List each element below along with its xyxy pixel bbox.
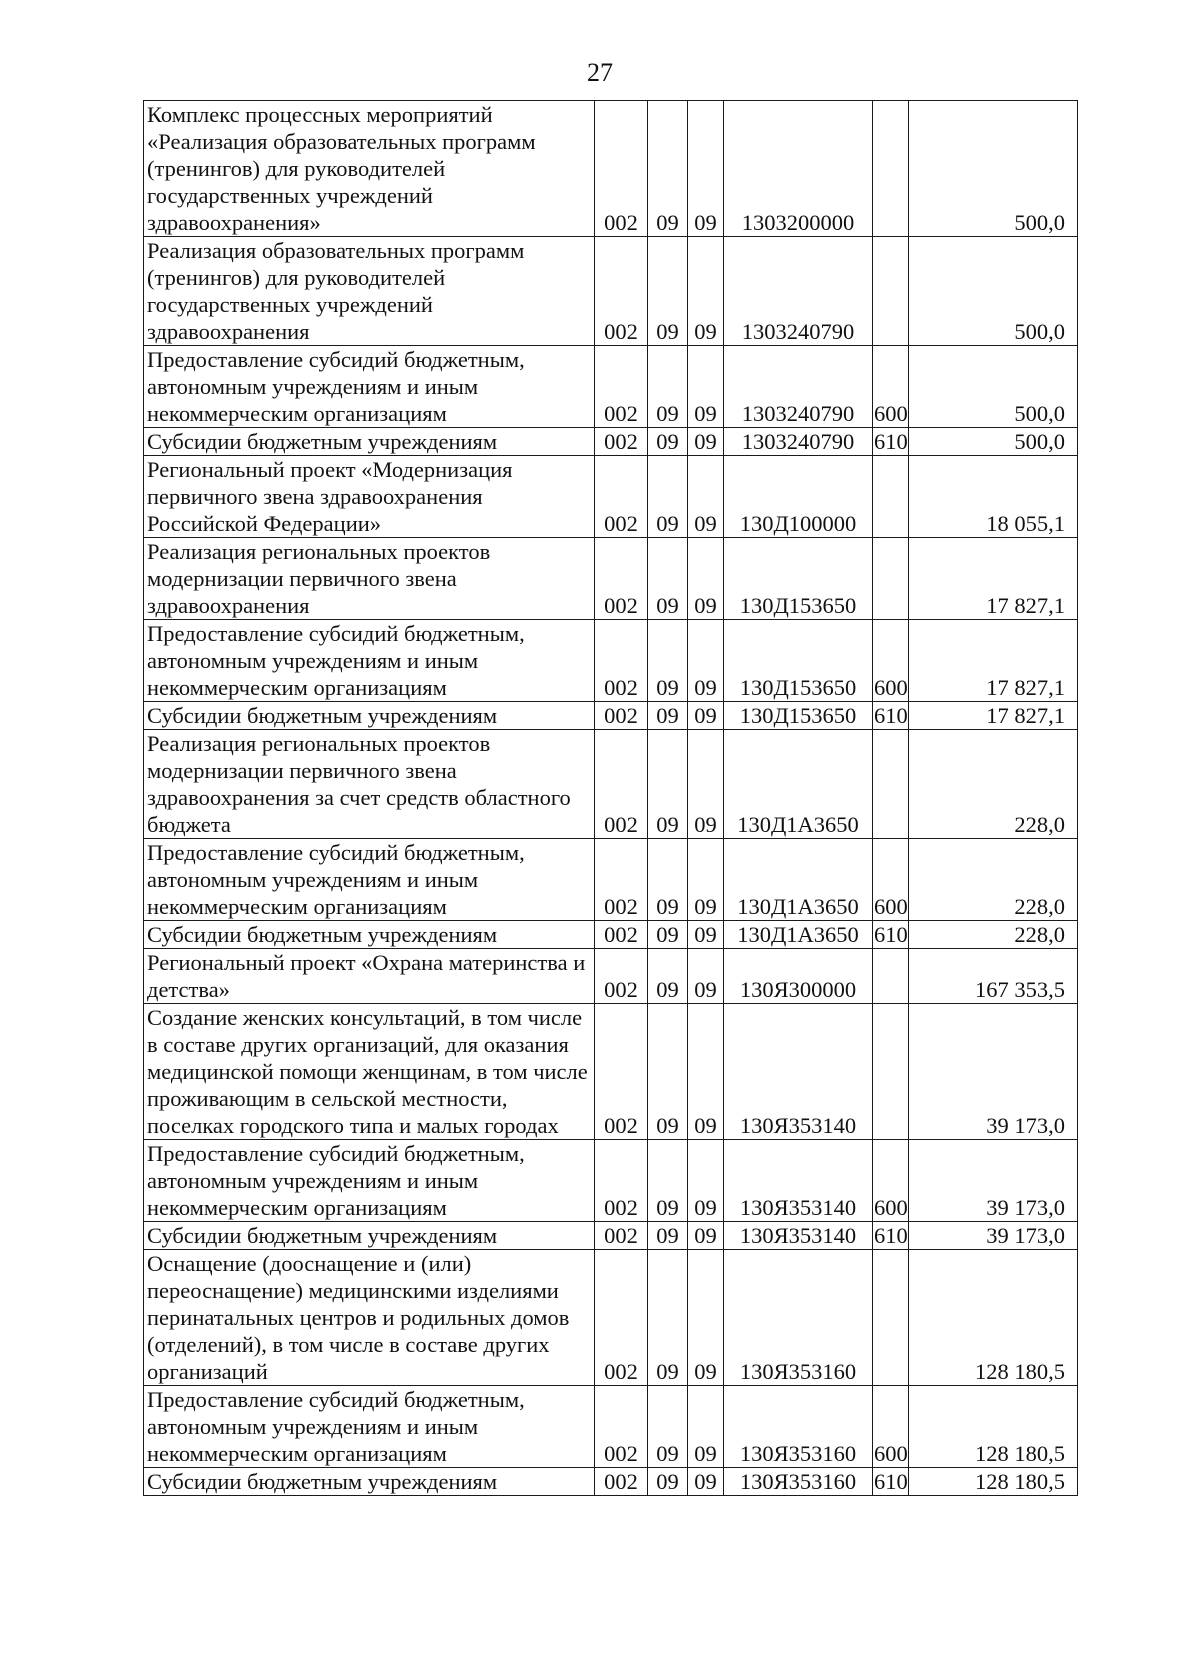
cell-ved: 002: [595, 346, 648, 428]
row-name: Субсидии бюджетным учреждениям: [144, 428, 595, 456]
cell-rz: 09: [648, 1222, 688, 1250]
cell-vr: 610: [874, 703, 908, 728]
cell-csr: 1303240790: [724, 346, 873, 428]
table-row: [144, 428, 1078, 456]
row-name: Предоставление субсидий бюджетным, автономным учреждениям и иным некоммерческим организациям: [144, 1386, 595, 1468]
cell-ved: 002: [595, 730, 648, 839]
row-name: Субсидии бюджетным учреждениям: [144, 1468, 595, 1496]
cell-pr: 09: [688, 1140, 724, 1222]
cell-csr: 130Д153650: [724, 620, 873, 702]
table-row: [144, 949, 1078, 1004]
cell-ved: 002: [595, 237, 648, 346]
cell-pr: 09: [688, 949, 724, 1004]
table-row: [144, 456, 1078, 538]
row-name: Реализация региональных проектов модернизации первичного звена здравоохранения за счет средств областного бюджета: [144, 730, 595, 839]
table-row: [144, 346, 1078, 428]
cell-ved: 002: [595, 428, 648, 456]
cell-csr: 130Я353140: [724, 1222, 873, 1250]
cell-sum: 500,0: [909, 346, 1078, 428]
cell-rz: 09: [648, 538, 688, 620]
cell-ved: 002: [595, 949, 648, 1004]
cell-csr: 130Д153650: [724, 538, 873, 620]
cell-sum: 500,0: [909, 237, 1078, 346]
cell-ved: 002: [595, 1222, 648, 1250]
cell-vr: 600: [873, 346, 909, 428]
cell-pr: 09: [688, 1386, 724, 1468]
row-name: Предоставление субсидий бюджетным, автономным учреждениям и иным некоммерческим организациям: [144, 346, 595, 428]
row-name: Создание женских консультаций, в том числе в составе других организаций, для оказания медицинской помощи женщинам, в том числе проживающим в сельской местности, поселках городского типа и малых городах: [144, 1004, 595, 1140]
table-row: [144, 620, 1078, 702]
cell-pr: 09: [688, 1004, 724, 1140]
table-row: [144, 702, 1078, 730]
page-number: 27: [587, 58, 613, 87]
cell-vr: 610: [874, 1223, 908, 1248]
row-name: Комплекс процессных мероприятий «Реализация образовательных программ (тренингов) для руководителей государственных учреждений здравоохранения»: [144, 101, 595, 237]
row-name: Предоставление субсидий бюджетным, автономным учреждениям и иным некоммерческим организациям: [144, 620, 595, 702]
cell-csr: 130Я353160: [724, 1250, 873, 1386]
cell-pr: 09: [688, 1250, 724, 1386]
cell-ved: 002: [595, 101, 648, 237]
cell-sum: 128 180,5: [909, 1468, 1078, 1496]
cell-rz: 09: [648, 428, 688, 456]
cell-rz: 09: [648, 1468, 688, 1496]
table-row: [144, 101, 1078, 237]
cell-pr: 09: [688, 237, 724, 346]
cell-vr: 600: [873, 1140, 909, 1222]
row-name: Региональный проект «Охрана материнства и детства»: [144, 949, 595, 1004]
row-name: Субсидии бюджетным учреждениям: [144, 1222, 595, 1250]
cell-sum: 17 827,1: [909, 538, 1078, 620]
cell-vr: [873, 101, 909, 237]
cell-vr: 610: [874, 1469, 908, 1494]
cell-pr: 09: [688, 839, 724, 921]
cell-sum: 228,0: [909, 730, 1078, 839]
cell-sum: 228,0: [909, 839, 1078, 921]
cell-pr: 09: [688, 456, 724, 538]
row-name: Субсидии бюджетным учреждениям: [144, 702, 595, 730]
cell-pr: 09: [688, 1222, 724, 1250]
cell-vr: [873, 730, 909, 839]
budget-table: [143, 100, 1078, 1496]
cell-csr: 130Д1А3650: [724, 839, 873, 921]
cell-rz: 09: [648, 730, 688, 839]
cell-sum: 500,0: [909, 101, 1078, 237]
cell-pr: 09: [688, 538, 724, 620]
cell-csr: 130Д1А3650: [724, 730, 873, 839]
cell-rz: 09: [648, 101, 688, 237]
cell-sum: 228,0: [909, 921, 1078, 949]
cell-vr: 610: [874, 922, 908, 947]
cell-sum: 17 827,1: [909, 620, 1078, 702]
cell-pr: 09: [688, 921, 724, 949]
cell-pr: 09: [688, 428, 724, 456]
cell-vr: [873, 456, 909, 538]
cell-pr: 09: [688, 346, 724, 428]
cell-vr: 600: [873, 839, 909, 921]
cell-rz: 09: [648, 346, 688, 428]
cell-csr: 130Д1А3650: [724, 921, 873, 949]
row-name: Предоставление субсидий бюджетным, автономным учреждениям и иным некоммерческим организациям: [144, 1140, 595, 1222]
table-row: [144, 1140, 1078, 1222]
table-row: [144, 538, 1078, 620]
cell-ved: 002: [595, 1386, 648, 1468]
table-row: [144, 730, 1078, 839]
cell-rz: 09: [648, 702, 688, 730]
cell-ved: 002: [595, 839, 648, 921]
cell-sum: 500,0: [909, 428, 1078, 456]
cell-pr: 09: [688, 620, 724, 702]
cell-ved: 002: [595, 1140, 648, 1222]
cell-vr: [873, 949, 909, 1004]
cell-vr: [873, 1004, 909, 1140]
cell-sum: 39 173,0: [909, 1004, 1078, 1140]
cell-ved: 002: [595, 1004, 648, 1140]
cell-sum: 18 055,1: [909, 456, 1078, 538]
row-name: Оснащение (дооснащение и (или) переоснащение) медицинскими изделиями перинатальных центров и родильных домов (отделений), в том числе в составе других организаций: [144, 1250, 595, 1386]
cell-ved: 002: [595, 702, 648, 730]
cell-sum: 128 180,5: [909, 1250, 1078, 1386]
table-row: [144, 1222, 1078, 1250]
row-name: Реализация региональных проектов модернизации первичного звена здравоохранения: [144, 538, 595, 620]
cell-rz: 09: [648, 949, 688, 1004]
cell-rz: 09: [648, 456, 688, 538]
cell-csr: 130Я353160: [724, 1468, 873, 1496]
table-row: [144, 1250, 1078, 1386]
row-name: Реализация образовательных программ (тренингов) для руководителей государственных учреждений здравоохранения: [144, 237, 595, 346]
table-row: [144, 921, 1078, 949]
cell-ved: 002: [595, 620, 648, 702]
cell-csr: 130Д153650: [724, 702, 873, 730]
cell-rz: 09: [648, 237, 688, 346]
cell-csr: 130Я300000: [724, 949, 873, 1004]
cell-vr: [873, 538, 909, 620]
budget-table-body: [144, 101, 1078, 1496]
cell-csr: 1303200000: [724, 101, 873, 237]
cell-sum: 167 353,5: [909, 949, 1078, 1004]
cell-ved: 002: [595, 538, 648, 620]
cell-vr: 610: [874, 429, 908, 454]
table-row: [144, 1386, 1078, 1468]
cell-rz: 09: [648, 620, 688, 702]
cell-csr: 130Д100000: [724, 456, 873, 538]
cell-pr: 09: [688, 702, 724, 730]
cell-csr: 1303240790: [724, 237, 873, 346]
cell-sum: 39 173,0: [909, 1140, 1078, 1222]
table-row: [144, 839, 1078, 921]
cell-pr: 09: [688, 1468, 724, 1496]
cell-rz: 09: [648, 921, 688, 949]
cell-vr: [873, 237, 909, 346]
cell-pr: 09: [688, 101, 724, 237]
cell-csr: 130Я353140: [724, 1004, 873, 1140]
cell-ved: 002: [595, 1250, 648, 1386]
cell-ved: 002: [595, 1468, 648, 1496]
cell-csr: 1303240790: [724, 428, 873, 456]
cell-csr: 130Я353140: [724, 1140, 873, 1222]
cell-rz: 09: [648, 839, 688, 921]
table-row: [144, 1004, 1078, 1140]
cell-vr: 600: [873, 620, 909, 702]
row-name: Региональный проект «Модернизация первичного звена здравоохранения Российской Федерации»: [144, 456, 595, 538]
cell-rz: 09: [648, 1140, 688, 1222]
cell-sum: 128 180,5: [909, 1386, 1078, 1468]
cell-vr: 600: [873, 1386, 909, 1468]
cell-pr: 09: [688, 730, 724, 839]
cell-rz: 09: [648, 1250, 688, 1386]
cell-rz: 09: [648, 1004, 688, 1140]
table-row: [144, 1468, 1078, 1496]
cell-ved: 002: [595, 921, 648, 949]
table-row: [144, 237, 1078, 346]
cell-rz: 09: [648, 1386, 688, 1468]
cell-sum: 17 827,1: [909, 702, 1078, 730]
cell-csr: 130Я353160: [724, 1386, 873, 1468]
cell-sum: 39 173,0: [909, 1222, 1078, 1250]
row-name: Предоставление субсидий бюджетным, автономным учреждениям и иным некоммерческим организациям: [144, 839, 595, 921]
row-name: Субсидии бюджетным учреждениям: [144, 921, 595, 949]
cell-vr: [873, 1250, 909, 1386]
cell-ved: 002: [595, 456, 648, 538]
